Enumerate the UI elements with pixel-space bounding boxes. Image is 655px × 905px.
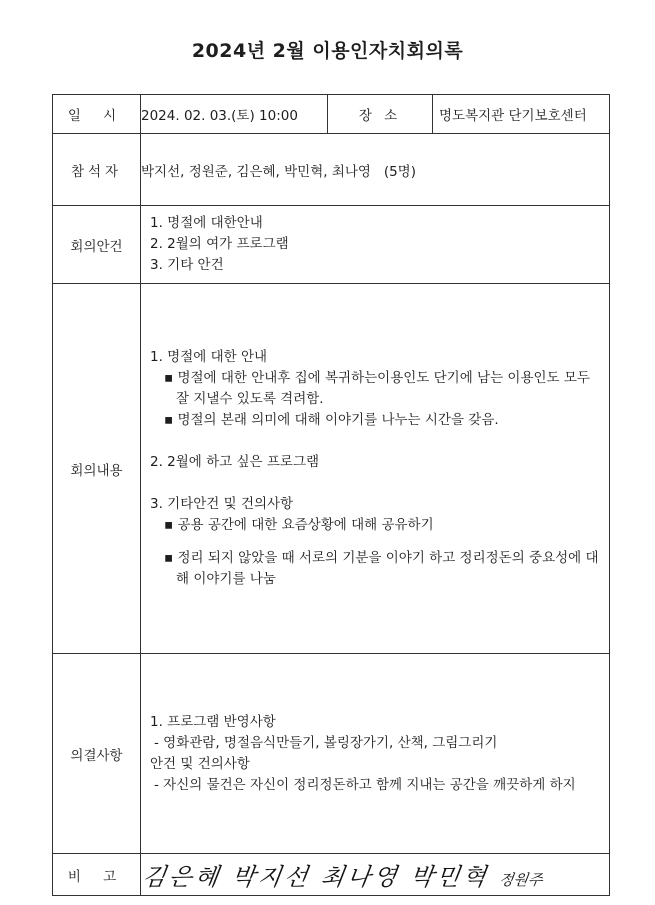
date-row <box>53 95 610 134</box>
content-row <box>53 284 610 654</box>
section-1-heading: 1. 명절에 대한 안내 <box>150 349 268 365</box>
attendees-count: (5명) <box>383 163 416 180</box>
handwritten-signatures: 김은혜 박지선 최나영 박민혁 정원주 <box>140 863 544 891</box>
attendees-label: 참석자 <box>53 134 141 206</box>
remarks-label: 비 고 <box>53 854 141 896</box>
agenda-item: 1. 명절에 대한안내 <box>150 215 263 231</box>
date-value: 2024. 02. 03.(토) 10:00 <box>141 95 328 134</box>
agenda-item: 2. 2월의 여가 프로그램 <box>150 236 289 252</box>
handwritten-signature-last: 정원주 <box>497 871 544 889</box>
resolution-line: - 영화관람, 명절음식만들기, 볼링장가기, 산책, 그림그리기 <box>154 734 498 751</box>
content-cell <box>141 284 610 654</box>
section-1-bullet: ▪ 명절에 대한 안내후 집에 복귀하는이용인도 단기에 남는 이용인도 모두 잘 지낼수 있도록 격려함. <box>164 370 590 407</box>
agenda-list <box>141 213 609 276</box>
attendees-row <box>53 134 610 206</box>
place-label: 장 소 <box>328 95 433 134</box>
attendees-value: 박지선, 정원준, 김은혜, 박민혁, 최나영 <box>141 163 371 180</box>
section-3-heading: 3. 기타안건 및 건의사항 <box>150 496 294 512</box>
resolution-content <box>141 712 609 796</box>
agenda-row <box>53 206 610 284</box>
agenda-label: 회의안건 <box>53 206 141 284</box>
resolution-row <box>53 654 610 854</box>
agenda-cell <box>141 206 610 284</box>
section-3-bullet: ▪ 정리 되지 않았을 때 서로의 기분을 이야기 하고 정리정돈의 중요성에 대해 이야기를 나눔 <box>164 550 599 587</box>
agenda-item: 3. 기타 안건 <box>150 257 224 273</box>
date-label: 일 시 <box>53 95 141 134</box>
resolution-cell <box>141 654 610 854</box>
minutes-table <box>52 94 610 896</box>
remarks-row <box>53 854 610 896</box>
resolution-label: 의결사항 <box>53 654 141 854</box>
place-value: 명도복지관 단기보호센터 <box>433 95 610 134</box>
meeting-content <box>141 347 609 590</box>
section-2-heading: 2. 2월에 하고 싶은 프로그램 <box>150 454 320 470</box>
attendees-cell <box>141 134 610 206</box>
section-3-bullet: ▪ 공용 공간에 대한 요즘상황에 대해 공유하기 <box>164 517 434 533</box>
section-1-bullet: ▪ 명절의 본래 의미에 대해 이야기를 나누는 시간을 갖음. <box>164 412 499 428</box>
remarks-cell <box>141 854 610 896</box>
resolution-line: - 자신의 물건은 자신이 정리정돈하고 함께 지내는 공간을 깨끗하게 하지 <box>154 776 576 793</box>
resolution-line: 안건 및 건의사항 <box>150 755 250 772</box>
resolution-line: 1. 프로그램 반영사항 <box>150 713 276 730</box>
content-label: 회의내용 <box>53 284 141 654</box>
document-title: 2024년 2월 이용인자치회의록 <box>191 40 464 62</box>
